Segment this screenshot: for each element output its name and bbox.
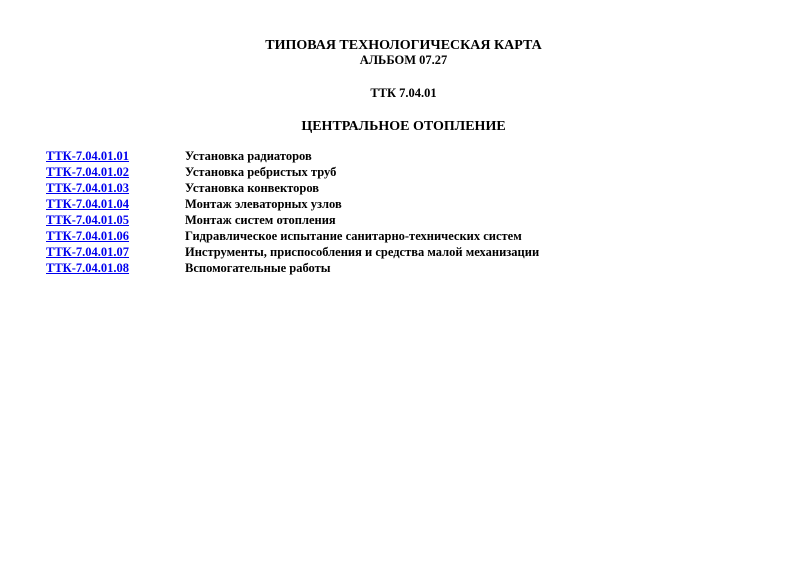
toc-item [46, 196, 539, 212]
album-number: АЛЬБОМ 07.27 [359, 53, 448, 67]
toc-item-link[interactable]: ТТК-7.04.01.02 [46, 165, 130, 179]
toc-item-title: Установка ребристых труб [185, 165, 337, 179]
toc-item-title: Инструменты, приспособления и средства малой механизации [185, 245, 540, 259]
toc-item [46, 260, 539, 276]
toc-item-title: Установка радиаторов [185, 149, 312, 163]
document-title: ТИПОВАЯ ТЕХНОЛОГИЧЕСКАЯ КАРТА [265, 38, 542, 53]
toc-item [46, 164, 539, 180]
toc-item [46, 228, 539, 244]
table-of-contents [46, 148, 539, 276]
toc-item-link[interactable]: ТТК-7.04.01.04 [46, 197, 130, 211]
toc-item [46, 244, 539, 260]
toc-item-link[interactable]: ТТК-7.04.01.06 [46, 229, 130, 243]
toc-item-title: Вспомогательные работы [185, 261, 331, 275]
toc-item-link[interactable]: ТТК-7.04.01.08 [46, 261, 130, 275]
toc-item-link[interactable]: ТТК-7.04.01.07 [46, 245, 130, 259]
toc-item-title: Монтаж систем отопления [185, 213, 336, 227]
toc-item-link[interactable]: ТТК-7.04.01.01 [46, 149, 130, 163]
toc-item [46, 212, 539, 228]
toc-item-link[interactable]: ТТК-7.04.01.05 [46, 213, 130, 227]
toc-item [46, 180, 539, 196]
toc-item-title: Монтаж элеваторных узлов [185, 197, 342, 211]
section-title: ЦЕНТРАЛЬНОЕ ОТОПЛЕНИЕ [301, 119, 506, 134]
toc-item-title: Установка конвекторов [185, 181, 320, 195]
toc-item [46, 148, 539, 164]
toc-item-title: Гидравлическое испытание санитарно-технических систем [185, 229, 522, 243]
document-code: ТТК 7.04.01 [370, 86, 437, 100]
toc-item-link[interactable]: ТТК-7.04.01.03 [46, 181, 130, 195]
